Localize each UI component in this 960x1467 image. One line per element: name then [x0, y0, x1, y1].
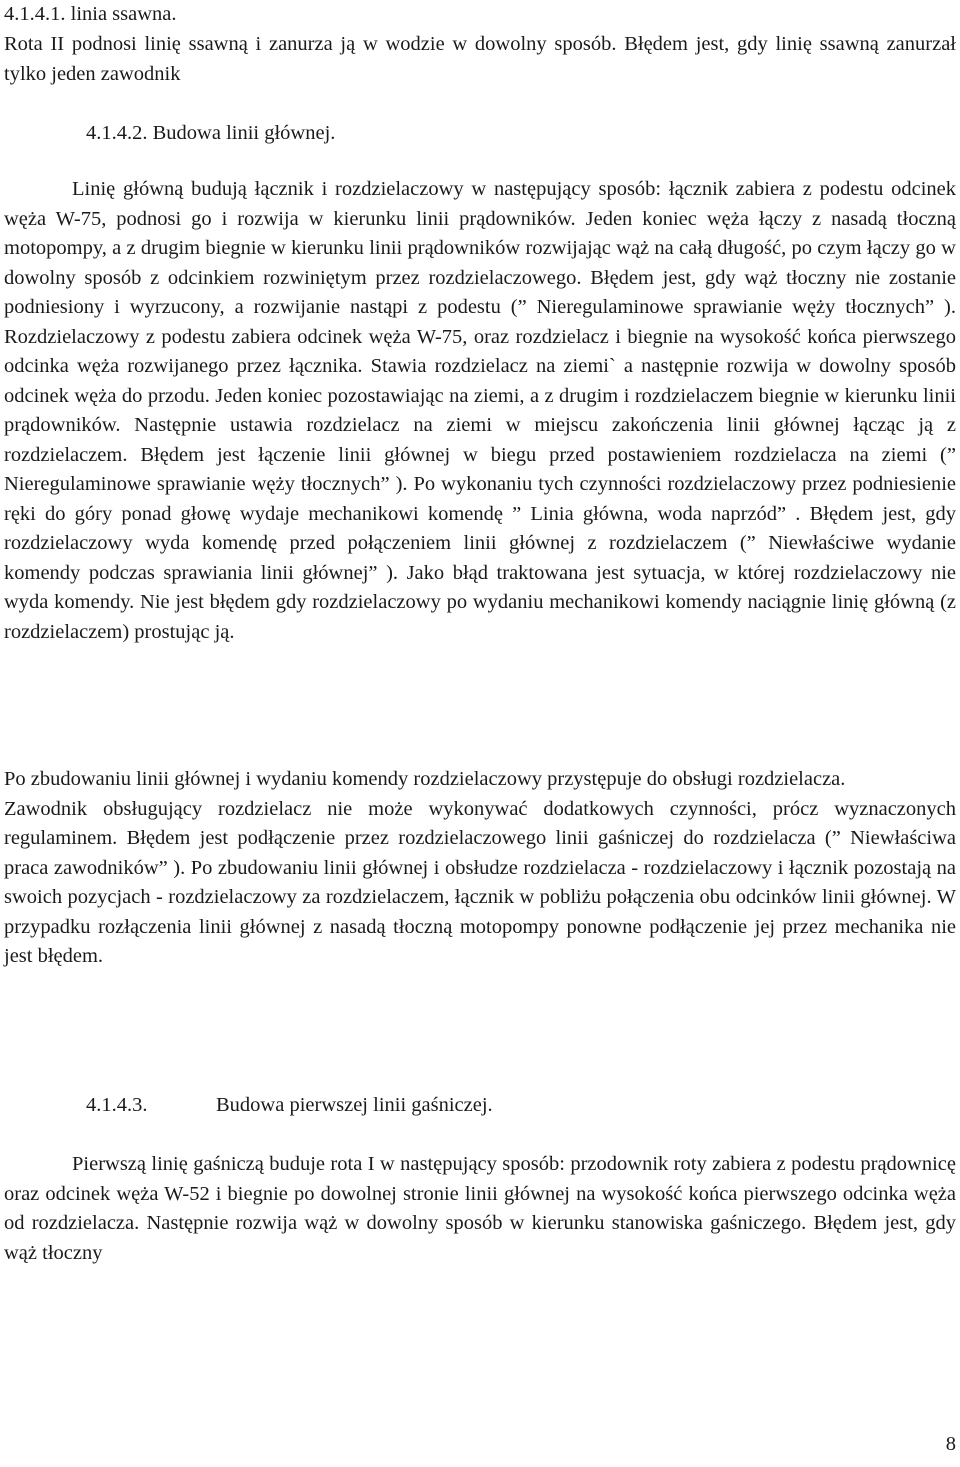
section-heading-text: 4.1.4.1. linia ssawna. — [4, 3, 177, 25]
paragraph-text: Rota II podnosi linię ssawną i zanurza ją w wodzie w dowolny sposób. Błędem jest, gdy linię ssawną zanurzał tylko jeden zawodnik — [4, 33, 956, 85]
section-heading-4-1-4-1 — [4, 0, 177, 30]
section-heading-4-1-4-2 — [86, 119, 335, 149]
section-heading-4-1-4-3 — [86, 1091, 493, 1121]
section-title: Budowa pierwszej linii gaśniczej. — [216, 1094, 493, 1116]
paragraph-suction-line — [4, 30, 956, 89]
section-number: 4.1.4.3. — [86, 1094, 148, 1116]
paragraph-text: Zawodnik obsługujący rozdzielacz nie może wykonywać dodatkowych czynności, prócz wyznaczonych regulaminem. Błędem jest podłączenie przez rozdzielaczowego linii gaśniczej do rozdzielacza (” Niewłaściwa praca zawodników” ). Po zbudowaniu linii głównej i obsłudze rozdzielacza - rozdzielaczowy i łącznik pozostają na swoich pozycjach - rozdzielaczowy za rozdzielaczem, łącznik w pobliżu połączenia obu odcinków linii głównej. W przypadku rozłączenia linii głównej z nasadą tłoczną motopompy ponowne podłączenie jej przez mechanika nie jest błędem. — [4, 797, 956, 967]
paragraph-after-main-line — [4, 765, 956, 972]
paragraph-first-firefighting-line — [4, 1150, 956, 1268]
paragraph-text: Linię główną budują łącznik i rozdzielaczowy w następujący sposób: łącznik zabiera z podestu odcinek węża W-75, podnosi go i rozwija w kierunku linii prądowników. Jeden koniec węża łączy z nasadą tłoczną motopompy, a z drugim biegnie w kierunku linii prądowników rozwijając wąż na całą długość, po czym łączy go w dowolny sposób z odcinkiem rozwiniętym przez rozdzielaczowego. Błędem jest, gdy wąż tłoczny nie zostanie podniesiony i wyrzucony, a rozwijanie nastąpi z podestu (” Nieregulaminowe sprawianie węży tłocznych” ). Rozdzielaczowy z podestu zabiera odcinek węża W-75, oraz rozdzielacz i biegnie na wysokość końca pierwszego odcinka węża rozwijanego przez łącznika. Stawia rozdzielacz na ziemi` a następnie rozwija w dowolny sposób odcinek węża do przodu. Jeden koniec pozostawiając na ziemi, a z drugim i rozdzielaczem biegnie w kierunku linii prądowników. Następnie ustawia rozdzielacz na ziemi w miejscu zakończenia linii głównej łącząc ją z rozdzielaczem. Błędem jest łączenie linii głównej w biegu przed postawieniem rozdzielacza na ziemi (” Nieregulaminowe sprawianie węży tłocznych” ). Po wykonaniu tych czynności rozdzielaczowy przez podniesienie ręki do góry ponad głowę wydaje mechanikowi komendę ” Linia główna, woda naprzód” . Błędem jest, gdy rozdzielaczowy wyda komendę przed połączeniem linii głównej z rozdzielaczem (” Niewłaściwe wydanie komendy podczas sprawiania linii głównej” ). Jako błąd traktowana jest sytuacja, w której rozdzielaczowy nie wyda komendy. Nie jest błędem gdy rozdzielaczowy po wydaniu mechanikowi komendy naciągnie linię główną (z rozdzielaczem) prostując ją. — [4, 178, 956, 643]
page-number: 8 — [945, 1433, 956, 1455]
paragraph-main-line — [4, 175, 956, 647]
paragraph-text: Po zbudowaniu linii głównej i wydaniu komendy rozdzielaczowy przystępuje do obsługi rozdzielacza. — [4, 768, 846, 790]
section-heading-text: 4.1.4.2. Budowa linii głównej. — [86, 122, 336, 144]
paragraph-text: Pierwszą linię gaśniczą buduje rota I w następujący sposób: przodownik roty zabiera z podestu prądownicę oraz odcinek węża W-52 i biegnie po dowolnej stronie linii głównej na wysokość końca pierwszego odcinka węża od rozdzielacza. Następnie rozwija wąż w dowolny sposób w kierunku stanowiska gaśniczego. Błędem jest, gdy wąż tłoczny — [4, 1153, 956, 1264]
